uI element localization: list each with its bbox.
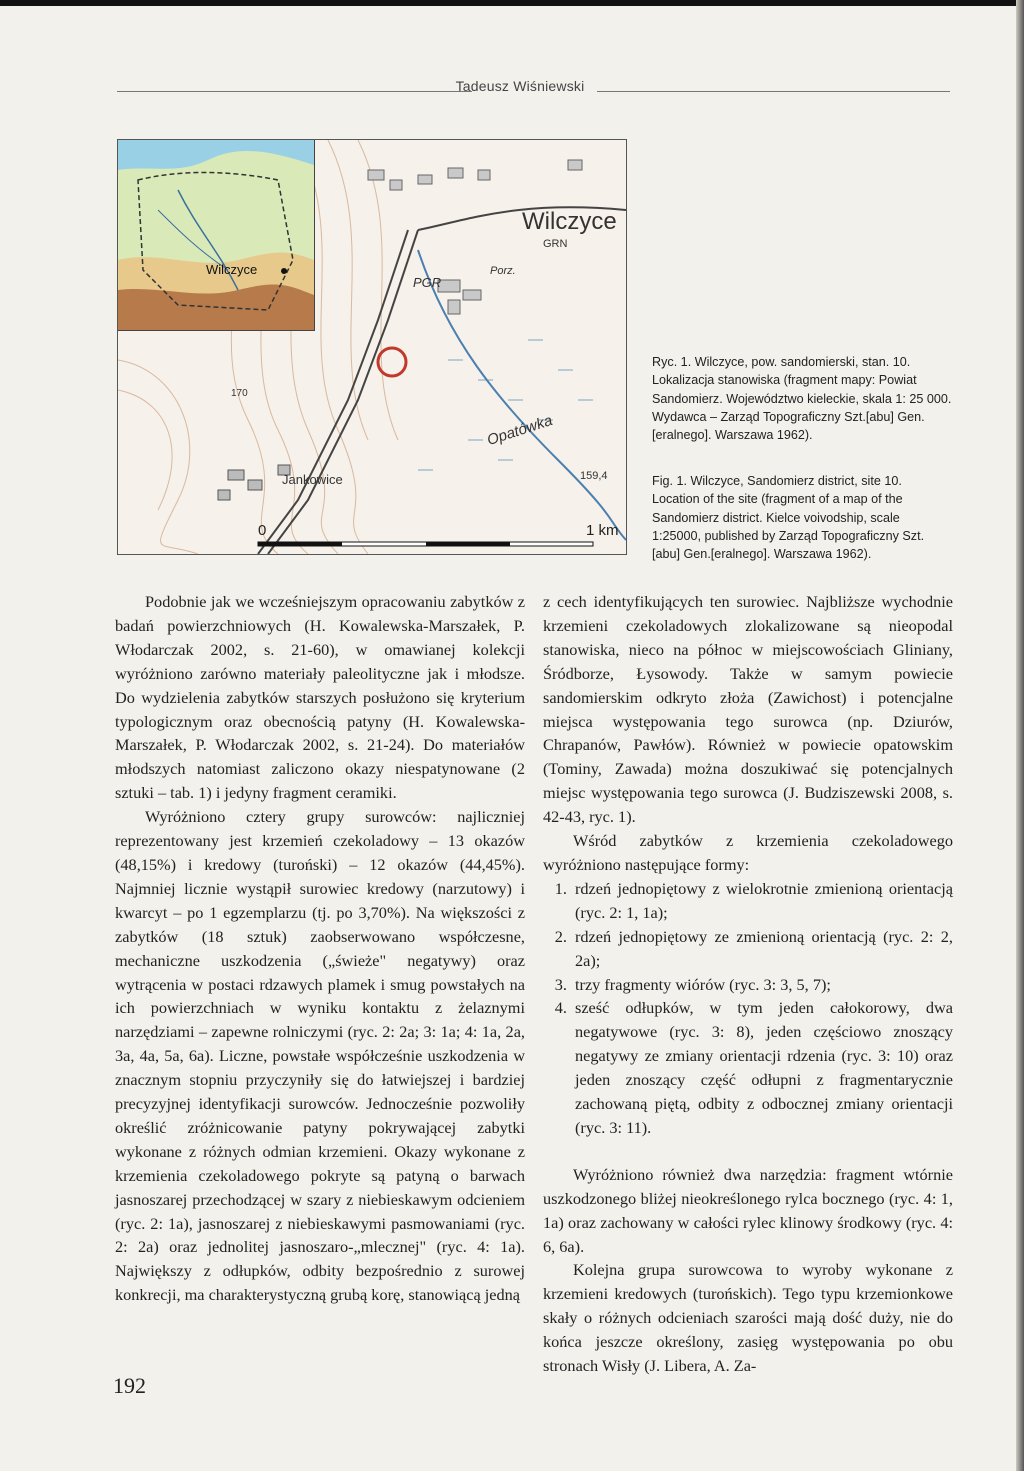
- figure-caption-polish: Ryc. 1. Wilczyce, pow. sandomierski, stan. 10. Lokalizacja stanowiska (fragment mapy: Powiat Sandomierz. Województwo kieleckie, skala 1: 25 000. Wydawca – Zarząd Topograficzny Szt.[abu] Gen.[eralnego]. Warszawa 1962).: [652, 355, 952, 443]
- map-label-pgr: PGR: [413, 275, 442, 290]
- left-paragraph-1: Podobnie jak we wcześniejszym opracowaniu zabytków z badań powierzchniowych (H. Kowalewska-Marszałek, P. Włodarczak 2002, s. 21-60), w omawianej kolekcji wyróżniono zarówno materiały paleolityczne jak i młodsze. Do wydzielenia zabytków starszych posłużono się kryterium typologicznym oraz obecnością patyny (H. Kowalewska-Marszałek, P. Włodarczak 2002, s. 21-24). Do materiałów młodszych natomiast zaliczono okazy niespatynowane (2 sztuki – tab. 1) i jedyny fragment ceramiki.: [115, 592, 525, 803]
- header-rule-left: [117, 91, 472, 92]
- map-label-opatowka: Opatówka: [485, 411, 555, 450]
- right-paragraph-2: Wśród zabytków z krzemienia czekoladowego wyróżniono następujące formy:: [543, 831, 953, 874]
- header-rule-right: [597, 91, 950, 92]
- left-paragraph-2: Wyróżniono cztery grupy surowców: najliczniej reprezentowany jest krzemień czekoladowy – 13 okazów (48,15%) i kredowy (turoński) – 12 okazów (44,45%). Najmniej licznie wystąpił surowiec kredowy (narzutowy) i kwarcyt – po 1 egzemplarzu (tj. po 3,70%). Na większości z zabytków (18 sztuk) zaobserwowano współczesne, mechaniczne uszkodzenia („świeże" negatywy) oraz wytrącenia w postaci rdzawych plamek i smug powstałych na ich powierzchniach w wyniku kontaktu z żelaznymi narzędziami – zapewne rolniczymi (ryc. 2: 2a; 3: 1a; 4: 1a, 2a, 3a, 4a, 5a, 6a). Liczne, powstałe współcześnie uszkodzenia w znacznym stopniu przyczyniły się do łatwiejszej i bardziej precyzyjnej identyfikacji surowców. Jednocześnie pozwoliły określić zróżnicowanie patyny pokrywającej zabytki wykonane z różnych odmian krzemieni. Okazy wykonane z krzemienia czekoladowego pokryte są patyną o barwach jasnoszarej przechodzącej w szary z niebieskawym odcieniem (ryc. 2: 1a), jasnoszarej z niebieskawymi pasmowaniami (ryc. 2: 2a) oraz jednolitej jasnoszaro-„mlecznej" (ryc. 4: 1a). Największy z odłupków, odbity bezpośrednio z surowej konkrecji, ma charakterystyczną grubą korę, stanowiącą jedną: [115, 807, 525, 1305]
- inset-wilczyce-label: Wilczyce: [206, 262, 258, 277]
- location-map: [117, 139, 627, 555]
- page-number: 192: [113, 1373, 146, 1398]
- top-scan-edge: [0, 0, 1024, 6]
- map-label-folwark: Porz.: [490, 265, 516, 277]
- running-head: Tadeusz Wiśniewski: [455, 78, 585, 94]
- paragraph-gap: [543, 1140, 953, 1163]
- poland-inset-map: [118, 140, 315, 331]
- list-item: 1. rdzeń jednopiętowy z wielokrotnie zmienioną orientacją (ryc. 2: 1, 1a);: [571, 877, 953, 925]
- text-column-left: [115, 590, 525, 1307]
- right-paragraph-4: Kolejna grupa surowcowa to wyroby wykonane z krzemieni kredowych (turońskich). Tego typu krzemionkowe skały o różnych odcieniach szarości mają dość duży, nie do końca jeszcze określony, zasięg występowania po obu stronach Wisły (J. Libera, A. Za-: [543, 1260, 953, 1376]
- forms-list: [543, 877, 953, 1140]
- map-label-grn: GRN: [543, 238, 568, 250]
- right-paragraph-1: z cech identyfikujących ten surowiec. Najbliższe wychodnie krzemieni czekoladowych zlokalizowane są nieopodal stanowiska, nieco na północ w miejscowościach Gliniany, Śródborze, Łysowody. Także w samym powiecie sandomierskim odkryto złoża (Zawichost) i potencjalne miejsca występowania tego surowca (np. Dziurów, Chrapanów, Pawłów). Również w powiecie opatowskim (Tominy, Zawada) można doszukiwać się potencjalnych miejsc występowania tego surowca (J. Budziszewski 2008, s. 42-43, ryc. 1).: [543, 592, 953, 827]
- map-label-jankowice: Jankowice: [282, 472, 343, 487]
- list-item: 3. trzy fragmenty wiórów (ryc. 3: 3, 5, 7);: [571, 973, 953, 997]
- map-label-elevation-159: 159,4: [580, 470, 608, 482]
- list-item: 4. sześć odłupków, w tym jeden całokorowy, dwa negatywowe (ryc. 3: 8), jeden częściowo znoszący negatywy ze zmiany orientacji rdzenia (ryc. 3: 10) oraz jeden znoszący część odłupni z fragmentarycznie zachowaną piętą, odbity z odbocznej zmiany orientacji (ryc. 3: 11).: [571, 996, 953, 1139]
- map-label-wilczyce: Wilczyce: [522, 208, 617, 235]
- figure-caption-english: Fig. 1. Wilczyce, Sandomierz district, site 10. Location of the site (fragment of a map of the Sandomierz district. Kielce voivodship, scale 1:25000, published by Zarząd Topograficzny Szt.[abu] Gen.[eralnego]. Warszawa 1962).: [652, 474, 925, 562]
- scale-end-label: 1 km: [586, 522, 619, 539]
- map-label-elevation-170: 170: [231, 388, 248, 399]
- text-column-right: [543, 590, 953, 1378]
- right-paragraph-3: Wyróżniono również dwa narzędzia: fragment wtórnie uszkodzonego bliżej nieokreślonego rylca bocznego (ryc. 4: 1, 1a) oraz zachowany w całości rylec klinowy środkowy (ryc. 4: 6, 6a).: [543, 1164, 953, 1256]
- list-item: 2. rdzeń jednopiętowy ze zmienioną orientacją (ryc. 2: 2, 2a);: [571, 925, 953, 973]
- scale-start-label: 0: [258, 522, 267, 539]
- right-scan-edge: [1016, 0, 1024, 1471]
- poland-outline-graphic: [118, 140, 314, 330]
